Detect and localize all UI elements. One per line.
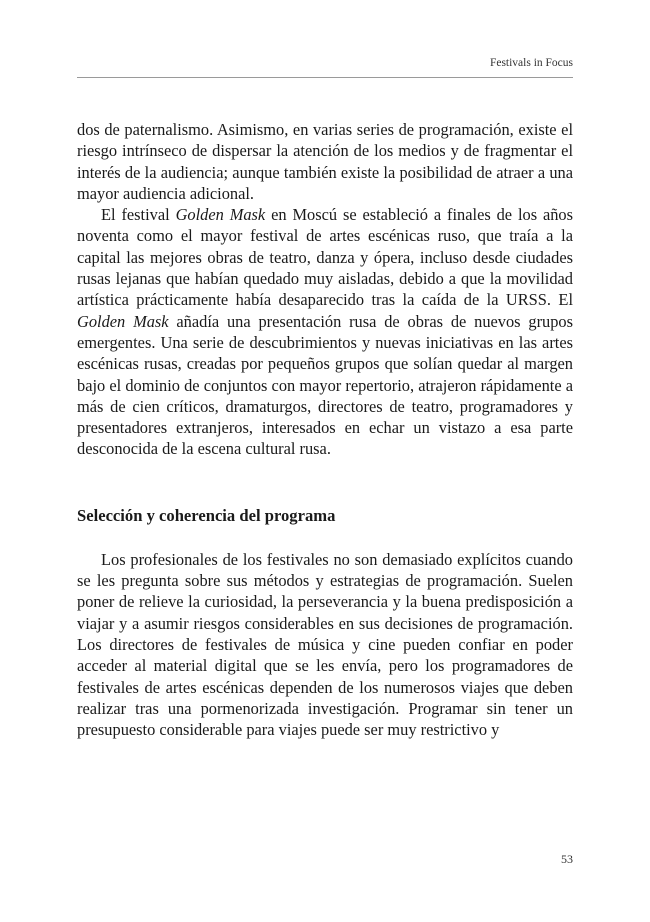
festival-name-italic: Golden Mask	[77, 311, 169, 331]
paragraph-2-part-a: El festival	[101, 205, 176, 225]
running-header: Festivals in Focus	[489, 57, 573, 69]
paragraph-2	[77, 204, 573, 460]
festival-name-italic: Golden Mask	[175, 205, 266, 225]
paragraph-2-part-c: añadía una presentación rusa de obras de nuevos grupos emergentes. Una serie de descubrimientos y nuevas iniciativas en las artes escénicas rusas, creadas por pequeños grupos que solían quedar al margen bajo el dominio de conjuntos con mayor repertorio, atrajeron rápidamente a más de cien críticos, dramaturgos, directores de teatro, programadores y presentadores extranjeros, interesados en echar un vistazo a esa parte desconocida de la escena cultural rusa.	[77, 311, 573, 459]
page-number: 53	[561, 852, 573, 866]
paragraph-1: dos de paternalismo. Asimismo, en varias series de programación, existe el riesgo intrínseco de dispersar la atención de los medios y de fragmentar el interés de la audiencia; aunque también existe la posibilidad de atraer a una mayor audiencia adicional.	[77, 120, 573, 203]
paragraph-3: Los profesionales de los festivales no son demasiado explícitos cuando se les pregunta sobre sus métodos y estrategias de programación. Suelen poner de relieve la curiosidad, la perseverancia y la buena predisposición a viajar y a asumir riesgos considerables en sus decisiones de programación. Los directores de festivales de música y cine pueden confiar en poder acceder al material digital que se les envía, pero los programadores de festivales de artes escénicas dependen de los numerosos viajes que deben realizar tras una pormenorizada investigación. Programar sin tener un presupuesto considerable para viajes puede ser muy restrictivo y	[77, 549, 573, 740]
header-rule	[77, 77, 573, 78]
page-body	[77, 119, 573, 740]
section-heading: Selección y coherencia del programa	[77, 505, 336, 525]
section-heading-wrap	[77, 505, 573, 527]
paragraph-2-part-b: en Moscú se estableció a finales de los años noventa como el mayor festival de artes escénicas ruso, que traía a la capital las mejores obras de teatro, danza y ópera, incluso desde ciudades rusas lejanas que habían quedado muy aisladas, debido a que la movilidad artística prácticamente había desaparecido tras la caída de la URSS. El	[77, 205, 573, 310]
